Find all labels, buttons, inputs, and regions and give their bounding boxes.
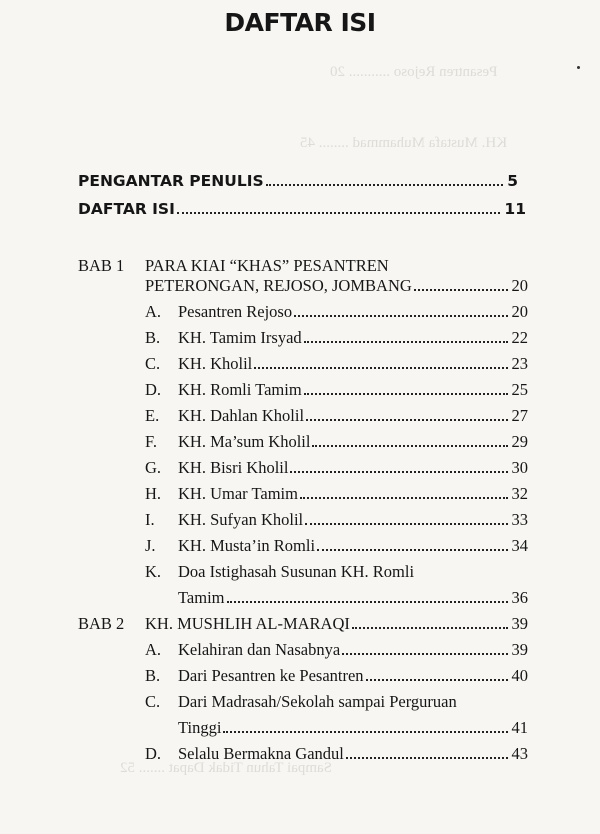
- leader-dots: [294, 315, 507, 317]
- item-text: KH. Tamim Irsyad: [178, 328, 302, 347]
- toc-item[interactable]: [145, 458, 528, 478]
- item-text: Doa Istighasah Susunan KH. Romli: [178, 562, 415, 581]
- bleed-through: Pesantren Rejoso ........... 20: [330, 64, 498, 80]
- page-number: 20: [511, 302, 528, 321]
- toc-entry-label: PENGANTAR PENULIS: [78, 172, 264, 190]
- leader-dots: [352, 627, 508, 629]
- item-letter: F.: [145, 432, 157, 451]
- leader-dots: [227, 601, 508, 603]
- item-letter: G.: [145, 458, 162, 477]
- leader-dots: [414, 289, 508, 291]
- page-number: 30: [511, 458, 528, 477]
- toc-item[interactable]: [145, 302, 528, 322]
- toc-item-k-line1: [145, 562, 414, 582]
- page-number: 39: [511, 614, 528, 633]
- item-text: KH. Musta’in Romli: [178, 536, 316, 555]
- leader-dots: [312, 445, 507, 447]
- toc-item-k[interactable]: [178, 588, 528, 608]
- leader-dots: [223, 731, 507, 733]
- chapter-label: BAB 1: [78, 256, 125, 275]
- item-letter: E.: [145, 406, 160, 425]
- item-letter: A.: [145, 640, 162, 659]
- page-number: 5: [507, 172, 518, 190]
- page-number: 40: [511, 666, 528, 685]
- leader-dots: [290, 471, 507, 473]
- toc-entry-label: DAFTAR ISI: [78, 200, 175, 218]
- leader-dots: [300, 497, 508, 499]
- item-letter: I.: [145, 510, 155, 529]
- page-number: 25: [511, 380, 528, 399]
- chapter-label: BAB 2: [78, 614, 125, 633]
- page-number: 29: [511, 432, 528, 451]
- item-text: Dari Pesantren ke Pesantren: [178, 666, 364, 685]
- page-number: 22: [511, 328, 528, 347]
- page-number: 39: [511, 640, 528, 659]
- toc-item[interactable]: [145, 406, 528, 426]
- page-number: 36: [511, 588, 528, 607]
- item-letter: B.: [145, 666, 161, 685]
- page-number: 41: [511, 718, 528, 737]
- leader-dots: [254, 367, 507, 369]
- item-letter: C.: [145, 354, 161, 373]
- item-text: KH. Dahlan Kholil: [178, 406, 305, 425]
- scan-speck: [577, 66, 580, 69]
- item-text: KH. Kholil: [178, 354, 253, 373]
- toc-entry-pengantar[interactable]: [78, 172, 518, 190]
- bleed-through: KH. Mustafa Muhammad ........ 45: [300, 135, 508, 151]
- toc-item[interactable]: [145, 510, 528, 530]
- item-letter: B.: [145, 328, 161, 347]
- toc-item[interactable]: [145, 640, 528, 660]
- item-letter: D.: [145, 380, 162, 399]
- leader-dots: [306, 419, 507, 421]
- page-number: 20: [511, 276, 528, 295]
- leader-dots: [304, 341, 508, 343]
- page-title: DAFTAR ISI: [224, 8, 376, 37]
- toc-item[interactable]: [145, 484, 528, 504]
- toc-chapter-2[interactable]: [145, 614, 528, 634]
- page-number: 34: [511, 536, 528, 555]
- page-number: 23: [511, 354, 528, 373]
- toc-item[interactable]: [145, 666, 528, 686]
- leader-dots: [305, 523, 507, 525]
- toc-item[interactable]: [145, 354, 528, 374]
- toc-entry-daftar-isi[interactable]: [78, 200, 526, 218]
- bleed-through: Sampai Tahun Tidak Dapat ....... 52: [120, 760, 332, 776]
- page-number: 11: [504, 200, 526, 218]
- item-letter: D.: [145, 744, 162, 763]
- toc-item[interactable]: [145, 432, 528, 452]
- item-text: KH. Romli Tamim: [178, 380, 302, 399]
- page-number: 32: [511, 484, 528, 503]
- chapter-title: KH. MUSHLIH AL-MARAQI: [145, 614, 350, 633]
- toc-item[interactable]: [145, 380, 528, 400]
- toc-item[interactable]: [145, 328, 528, 348]
- item-text: KH. Umar Tamim: [178, 484, 298, 503]
- item-text: Selalu Bermakna Gandul: [178, 744, 344, 763]
- page-number: 27: [511, 406, 528, 425]
- item-letter: A.: [145, 302, 162, 321]
- page-number: 43: [511, 744, 528, 763]
- toc-item[interactable]: [145, 536, 528, 556]
- leader-dots: [266, 184, 504, 186]
- leader-dots: [177, 212, 501, 214]
- chapter-title-line2: PETERONGAN, REJOSO, JOMBANG: [145, 276, 412, 295]
- toc-item-c-line1: [145, 692, 457, 712]
- item-text: KH. Ma’sum Kholil: [178, 432, 311, 451]
- item-text: Pesantren Rejoso: [178, 302, 293, 321]
- item-text: KH. Sufyan Kholil: [178, 510, 304, 529]
- item-text-continued: Tamim: [178, 588, 225, 607]
- chapter-title-line1: PARA KIAI “KHAS” PESANTREN: [145, 256, 389, 275]
- item-letter: C.: [145, 692, 161, 711]
- item-text: Kelahiran dan Nasabnya: [178, 640, 341, 659]
- item-text-continued: Tinggi: [178, 718, 222, 737]
- page-number: 33: [511, 510, 528, 529]
- item-text: KH. Bisri Kholil: [178, 458, 289, 477]
- leader-dots: [342, 653, 507, 655]
- item-text: Dari Madrasah/Sekolah sampai Perguruan: [178, 692, 457, 711]
- toc-item[interactable]: [145, 744, 528, 764]
- leader-dots: [346, 757, 508, 759]
- toc-chapter-1[interactable]: [145, 276, 528, 296]
- leader-dots: [304, 393, 508, 395]
- toc-item-c[interactable]: [178, 718, 528, 738]
- leader-dots: [317, 549, 507, 551]
- item-letter: H.: [145, 484, 162, 503]
- item-letter: K.: [145, 562, 162, 581]
- leader-dots: [366, 679, 508, 681]
- item-letter: J.: [145, 536, 156, 555]
